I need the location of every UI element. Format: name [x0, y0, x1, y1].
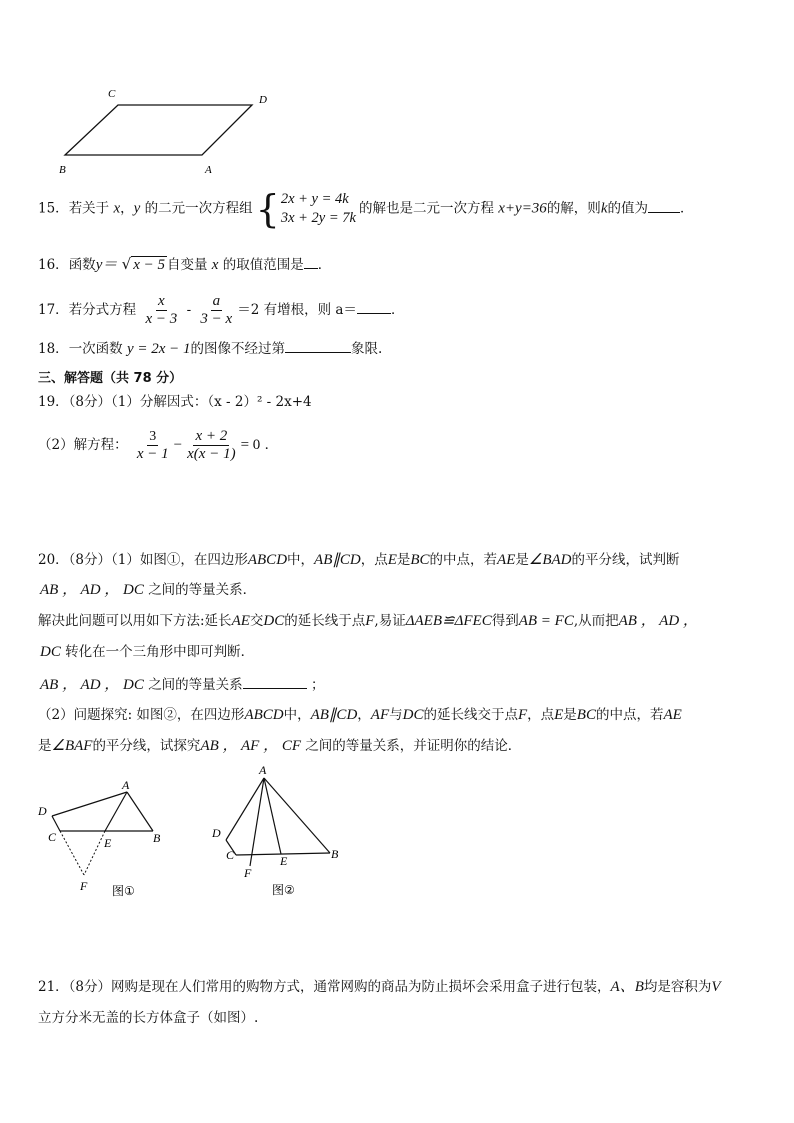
q17-number: 17．	[38, 302, 69, 318]
question-21-line1: 21．（8分）网购是现在人们常用的购物方式，通常网购的商品为防止损坏会采用盒子进行包装，A、B均是容积为V	[38, 979, 721, 995]
q15-text4: 的解，则	[546, 200, 601, 217]
fig2-label-e: E	[280, 854, 288, 868]
fig2-label-b: B	[331, 847, 339, 861]
fig2-label-a: A	[259, 763, 267, 777]
fig2-caption: 图②	[272, 883, 295, 897]
fig1-label-d: D	[38, 804, 47, 818]
fig2-label-c: C	[226, 848, 235, 862]
q19-rhs: = 0	[240, 437, 261, 453]
label-a: A	[205, 164, 212, 176]
question-20-line6: （2）问题探究: 如图②，在四边形ABCD中，AB∥CD，AF与DC的延长线交于点F，点E是BC的中点，若AE	[38, 707, 682, 723]
question-21-line2: 立方分米无盖的长方体盒子（如图）.	[38, 1010, 259, 1026]
fig1-label-a: A	[122, 778, 130, 792]
q17-answer-blank[interactable]	[357, 299, 391, 314]
q16-number: 16．	[38, 257, 69, 273]
q19-end: ．	[264, 437, 279, 453]
fig1-caption: 图①	[112, 884, 135, 898]
question-15	[38, 187, 694, 231]
q15-end: ．	[679, 200, 694, 217]
q15-k: k	[600, 200, 608, 217]
q18-text2: 的图像不经过第	[190, 341, 286, 357]
q15-text5: 的值为	[607, 200, 648, 217]
fig2-label-d: D	[212, 826, 221, 840]
label-b: B	[59, 164, 66, 176]
sqrt-radicand: x − 5	[133, 257, 165, 273]
q18-equation: y = 2x − 1	[126, 341, 191, 357]
fig2-label-f: F	[244, 866, 252, 880]
figure-1	[30, 775, 210, 900]
q17-fraction-1: $\frac{x}{x - 3}$	[145, 293, 178, 327]
fig1-label-c: C	[48, 830, 57, 844]
label-d: D	[259, 94, 267, 106]
fig1-label-b: B	[153, 831, 161, 845]
q16-end: ．	[317, 257, 332, 273]
question-20-line1: 20．（8分）（1）如图①，在四边形ABCD中，AB∥CD，点E是BC的中点，若AE是∠BAD的平分线，试判断	[38, 552, 680, 568]
q15-text2: 的二元一次方程组	[144, 200, 253, 217]
fig1-label-f: F	[80, 879, 88, 893]
question-20-line4: DC 转化在一个三角形中即可判断．	[40, 644, 255, 660]
label-c: C	[108, 88, 116, 100]
q16-text2: 自变量	[167, 257, 208, 273]
q19-fraction-2: $\frac{x + 2}{x(x - 1)}$	[187, 428, 236, 462]
q17-text1: 若分式方程	[68, 302, 137, 318]
equation-system: { 2x + y = 4k 3x + 2y = 7k	[255, 187, 356, 231]
q19-fraction-1: $\frac{3}{x - 1}$	[136, 429, 169, 462]
q15-text1: 若关于	[68, 200, 110, 217]
section-3-heading: 三、解答题（共 78 分）	[38, 371, 183, 386]
fig1-label-e: E	[104, 836, 112, 850]
q19-minus: −	[173, 437, 183, 453]
q15-y: y	[133, 200, 141, 217]
sqrt-expression: √ x − 5	[121, 255, 165, 273]
q17-minus: -	[186, 302, 192, 318]
question-20-line3: 解决此问题可以用如下方法:延长AE交DC的延长线于点F,易证ΔAEB≌ΔFEC得到AB = FC,从而把AB ， AD ，	[38, 613, 698, 629]
q16-text3: 的取值范围是	[222, 257, 304, 273]
q20-answer-blank[interactable]	[243, 674, 307, 689]
q16-text1: 函数	[68, 257, 96, 273]
q16-x: x	[211, 257, 219, 273]
question-17	[38, 293, 404, 328]
system-eq1: 2x + y = 4k	[280, 191, 349, 207]
parallelogram-shape	[65, 105, 252, 155]
question-20-line5: AB ， AD ， DC 之间的等量关系 ；	[40, 674, 324, 695]
q18-text3: 象限.	[351, 341, 383, 357]
figure-2	[200, 762, 360, 902]
q18-number: 18．	[38, 341, 69, 357]
q17-end: ．	[390, 302, 405, 318]
q15-answer-blank[interactable]	[648, 198, 680, 213]
q19-part2-label: （2）解方程：	[38, 437, 128, 453]
q18-answer-blank[interactable]	[285, 338, 351, 353]
q15-x: x	[113, 200, 121, 217]
parallelogram-figure	[0, 0, 794, 190]
q16-lhs: y＝	[95, 257, 118, 273]
q15-text3: 的解也是二元一次方程	[358, 200, 494, 217]
q18-text1: 一次函数	[68, 341, 123, 357]
q17-text2: ＝2 有增根，则 a＝	[237, 302, 357, 318]
question-20-line2: AB ， AD ， DC 之间的等量关系．	[40, 582, 257, 598]
question-20-line7: 是∠BAF的平分线，试探究AB ， AF ， CF 之间的等量关系，并证明你的结论．	[38, 738, 522, 754]
question-19-part2	[38, 428, 278, 463]
q17-fraction-2: $\frac{a}{3 - x}$	[200, 293, 233, 327]
question-16	[38, 254, 331, 275]
q15-eq3: x+y=36	[498, 200, 547, 217]
question-19-part1: 19．（8分）（1）分解因式：（x - 2）² - 2x+4	[38, 394, 312, 410]
q16-answer-blank[interactable]	[304, 254, 318, 269]
question-18	[38, 338, 382, 359]
q15-comma: ，	[120, 200, 134, 217]
q15-number: 15．	[38, 200, 69, 217]
system-eq2: 3x + 2y = 7k	[280, 210, 356, 226]
